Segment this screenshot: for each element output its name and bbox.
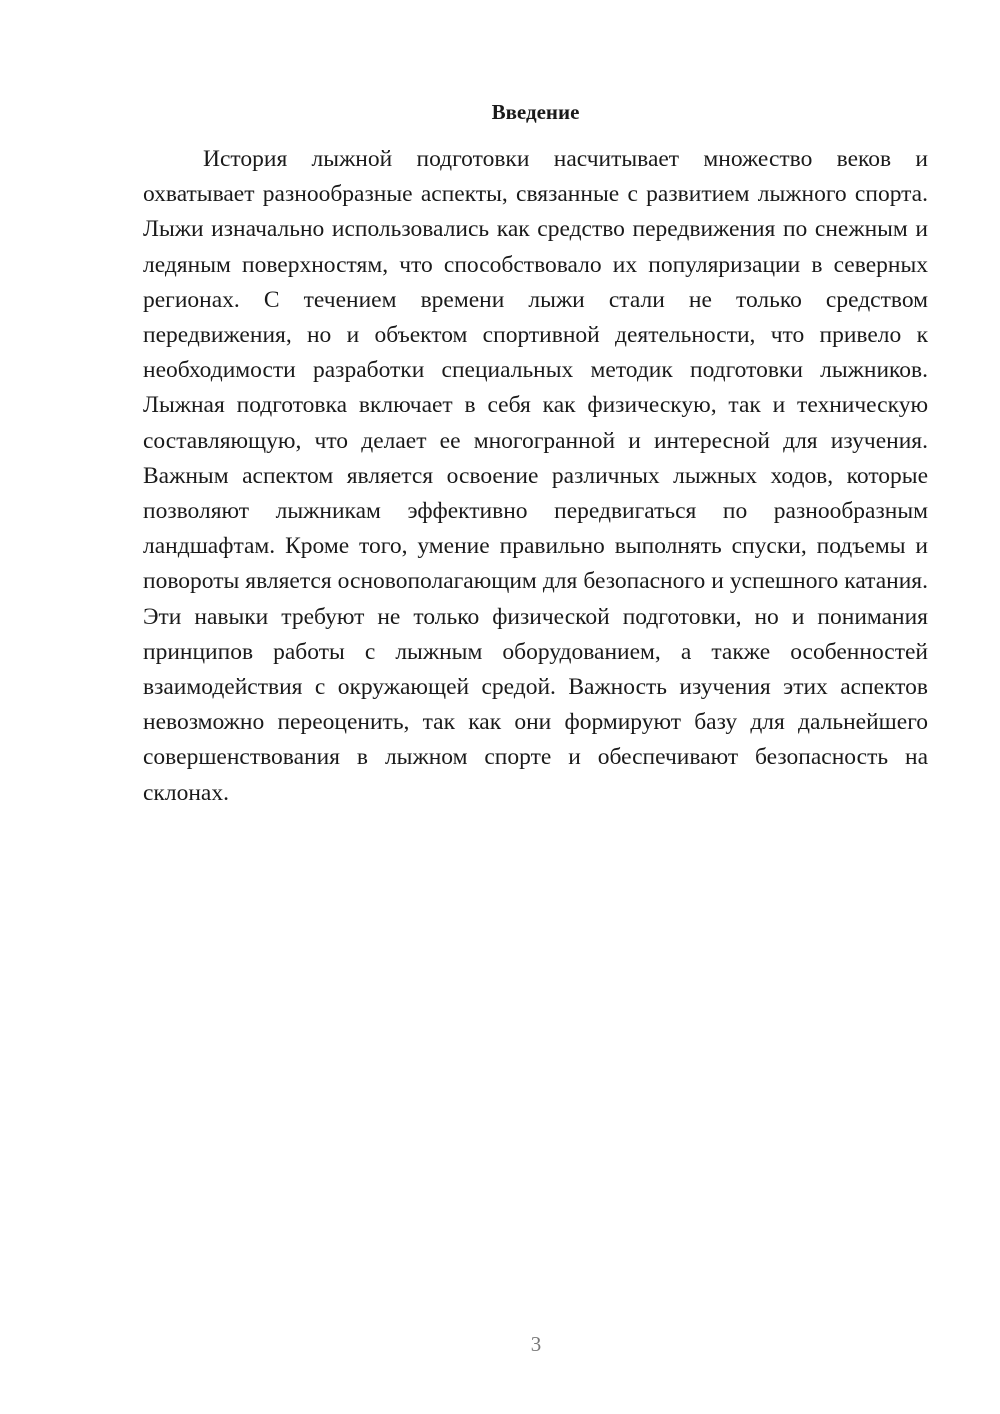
page-number: 3	[530, 1332, 542, 1356]
body-paragraph: История лыжной подготовки насчитывает множество веков и охватывает разнообразные аспекты, связанные с развитием лыжного спорта. Лыжи изначально использовались как средство передвижения по снежным и ледяным поверхностям, что способствовало их популяризации в северных регионах. С течением времени лыжи стали не только средством передвижения, но и объектом спортивной деятельности, что привело к необходимости разработки специальных методик подготовки лыжников. Лыжная подготовка включает в себя как физическую, так и техническую составляющую, что делает ее многогранной и интересной для изучения. Важным аспектом является освоение различных лыжных ходов, которые позволяют лыжникам эффективно передвигаться по разнообразным ландшафтам. Кроме того, умение правильно выполнять спуски, подъемы и повороты является основополагающим для безопасного и успешного катания. Эти навыки требуют не только физической подготовки, но и понимания принципов работы с лыжным оборудованием, а также особенностей взаимодействия с окружающей средой. Важность изучения этих аспектов невозможно переоценить, так как они формируют базу для дальнейшего совершенствования в лыжном спорте и обеспечивают безопасность на склонах.	[143, 146, 928, 806]
section-heading: Введение	[491, 100, 580, 124]
